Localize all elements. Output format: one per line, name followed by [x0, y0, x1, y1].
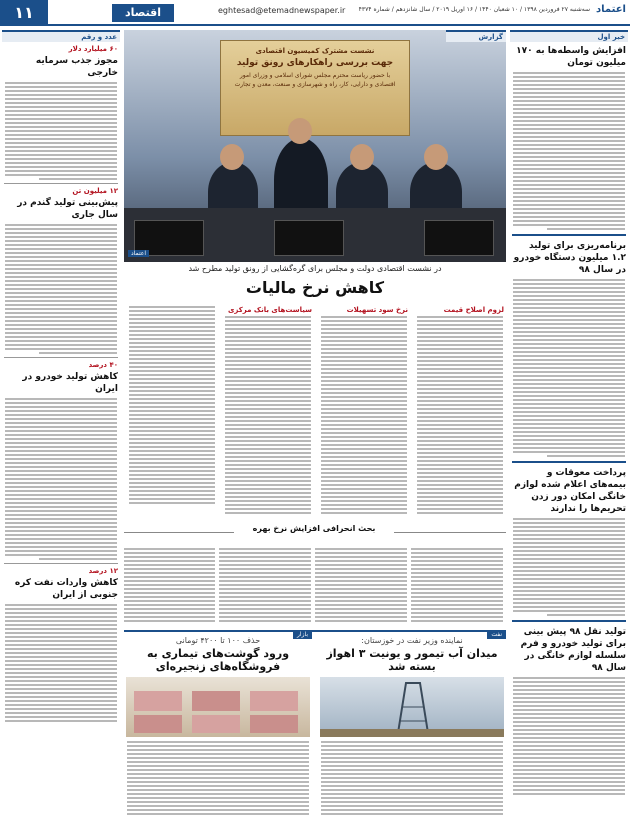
left-story2-body [5, 224, 117, 354]
main-story-col4 [126, 304, 218, 514]
banner-line2: جهت بررسی راهکارهای رونق تولید [236, 58, 394, 68]
section-email[interactable]: eghtesad@etemadnewspaper.ir [218, 6, 346, 15]
right-story1-body [513, 72, 625, 230]
divider [512, 234, 626, 236]
monitor [274, 220, 344, 256]
right-story1-headline[interactable]: افزایش واسطه‌ها به ۱۷۰ میلیون تومان [516, 46, 626, 68]
right-story4-body [513, 677, 625, 795]
meeting-banner [220, 40, 410, 136]
monitor [424, 220, 494, 256]
oil-rig-icon [320, 677, 504, 737]
lower-stories [124, 630, 506, 816]
right-story3-headline[interactable]: پرداخت معوقات و بیمه‌های اعلام شده لوازم خانگی امکان دور زدن تحریم‌ها را ندارند [514, 468, 626, 514]
right-story2-headline[interactable]: برنامه‌ریزی برای تولید ۱.۲ میلیون دستگاه خودرو در سال ۹۸ [513, 241, 626, 275]
main-story-columns [124, 304, 506, 514]
left-story1-body [5, 82, 117, 180]
photo-credit: اعتماد [128, 250, 149, 257]
masthead-bar [0, 0, 630, 26]
divider [4, 183, 118, 184]
person-head [220, 144, 244, 170]
oil-story-tag: نفت [487, 630, 506, 639]
main-story-col2 [318, 304, 410, 514]
left-story1-headline[interactable]: مجوز جذب سرمایه خارجی [35, 56, 118, 78]
right-column [510, 30, 628, 816]
meat-story [124, 630, 312, 816]
left-kicker3: ۴۰ درصد [88, 361, 118, 369]
right-column-label: خبر اول [510, 30, 628, 42]
meat-story-tag: بازار [293, 630, 312, 639]
sub-kicker: لزوم اصلاح قیمت [443, 306, 504, 314]
person-head [424, 144, 448, 170]
main-photo [124, 30, 506, 262]
sub-strip-headline[interactable]: بحث انحرافی افزایش نرخ بهره [234, 524, 394, 533]
meat-story-kicker: حذف ۱۰۰ تا ۴۲۰۰ تومانی [175, 636, 261, 645]
banner-line1: نشست مشترک کمیسیون اقتصادی [255, 47, 375, 55]
person-head [288, 118, 312, 144]
sub-strip-body [124, 546, 506, 626]
divider [512, 620, 626, 622]
right-story4-headline[interactable]: تولید نقل ۹۸ پیش بینی برای تولید خودرو و فرم سلسله لوازم خانگی در سال ۹۸ [520, 627, 626, 673]
newspaper-logo [596, 4, 626, 22]
main-story-col1 [414, 304, 506, 514]
right-story2-body [513, 279, 625, 457]
divider [512, 461, 626, 463]
left-kicker2: ۱۲ میلیون تن [72, 187, 118, 195]
left-story3-headline[interactable]: کاهش تولید خودرو در ایران [22, 372, 118, 394]
left-kicker4: ۱۲ درصد [88, 567, 118, 575]
oil-story-kicker: نماینده وزیر نفت در خوزستان: [361, 636, 463, 645]
meat-story-headline[interactable]: ورود گوشت‌های تیماری به فروشگاه‌های زنجیره‌ای [146, 647, 290, 673]
center-section-label: گزارش [446, 30, 506, 42]
meat-shop-photo [126, 677, 310, 737]
oil-story-headline[interactable]: میدان آب تیمور و یونیت ۳ اهواز بسته شد [326, 647, 498, 673]
sub-kicker: سیاست‌های بانک مرکزی [227, 306, 312, 314]
person-head [350, 144, 374, 170]
left-column-label: عدد و رقم [2, 30, 120, 42]
logo-text: اعتماد [596, 4, 626, 15]
left-column [2, 30, 120, 816]
sub-strip [124, 524, 506, 544]
dateline: سه‌شنبه ۲۷ فروردین ۱۳۹۸ / ۱۰ شعبان ۱۴۴۰ / ۱۶ آوریل ۲۰۱۹ / سال شانزدهم / شماره ۴۳۷۴ [358, 6, 590, 13]
oil-story [318, 630, 506, 816]
left-story4-body [5, 604, 117, 722]
section-title: اقتصاد [112, 4, 174, 22]
divider [4, 357, 118, 358]
left-story3-body [5, 398, 117, 560]
oil-rig-photo [320, 677, 504, 737]
meat-display-icon [126, 677, 310, 737]
divider [4, 563, 118, 564]
page-number: ۱۱ [0, 0, 48, 26]
sub-kicker: نرخ سود تسهیلات [346, 306, 408, 314]
left-kicker1: ۶۰ میلیارد دلار [68, 45, 118, 53]
banner-line3: با حضور ریاست محترم مجلس شورای اسلامی و وزرای امور اقتصادی و دارایی، کار، راه و شهرسازی و صنعت، معدن و تجارت [234, 72, 396, 88]
left-story4-headline[interactable]: کاهش واردات نفت کره جنوبی از ایران [14, 578, 118, 600]
main-headline[interactable]: کاهش نرخ مالیات [245, 278, 385, 297]
main-caption: در نشست اقتصادی دولت و مجلس برای گره‌گشایی از رونق تولید مطرح شد [188, 264, 442, 273]
main-story-col3 [222, 304, 314, 514]
center-column [124, 30, 506, 816]
left-story2-headline[interactable]: پیش‌بینی تولید گندم در سال جاری [17, 198, 118, 220]
right-story3-body [513, 518, 625, 616]
